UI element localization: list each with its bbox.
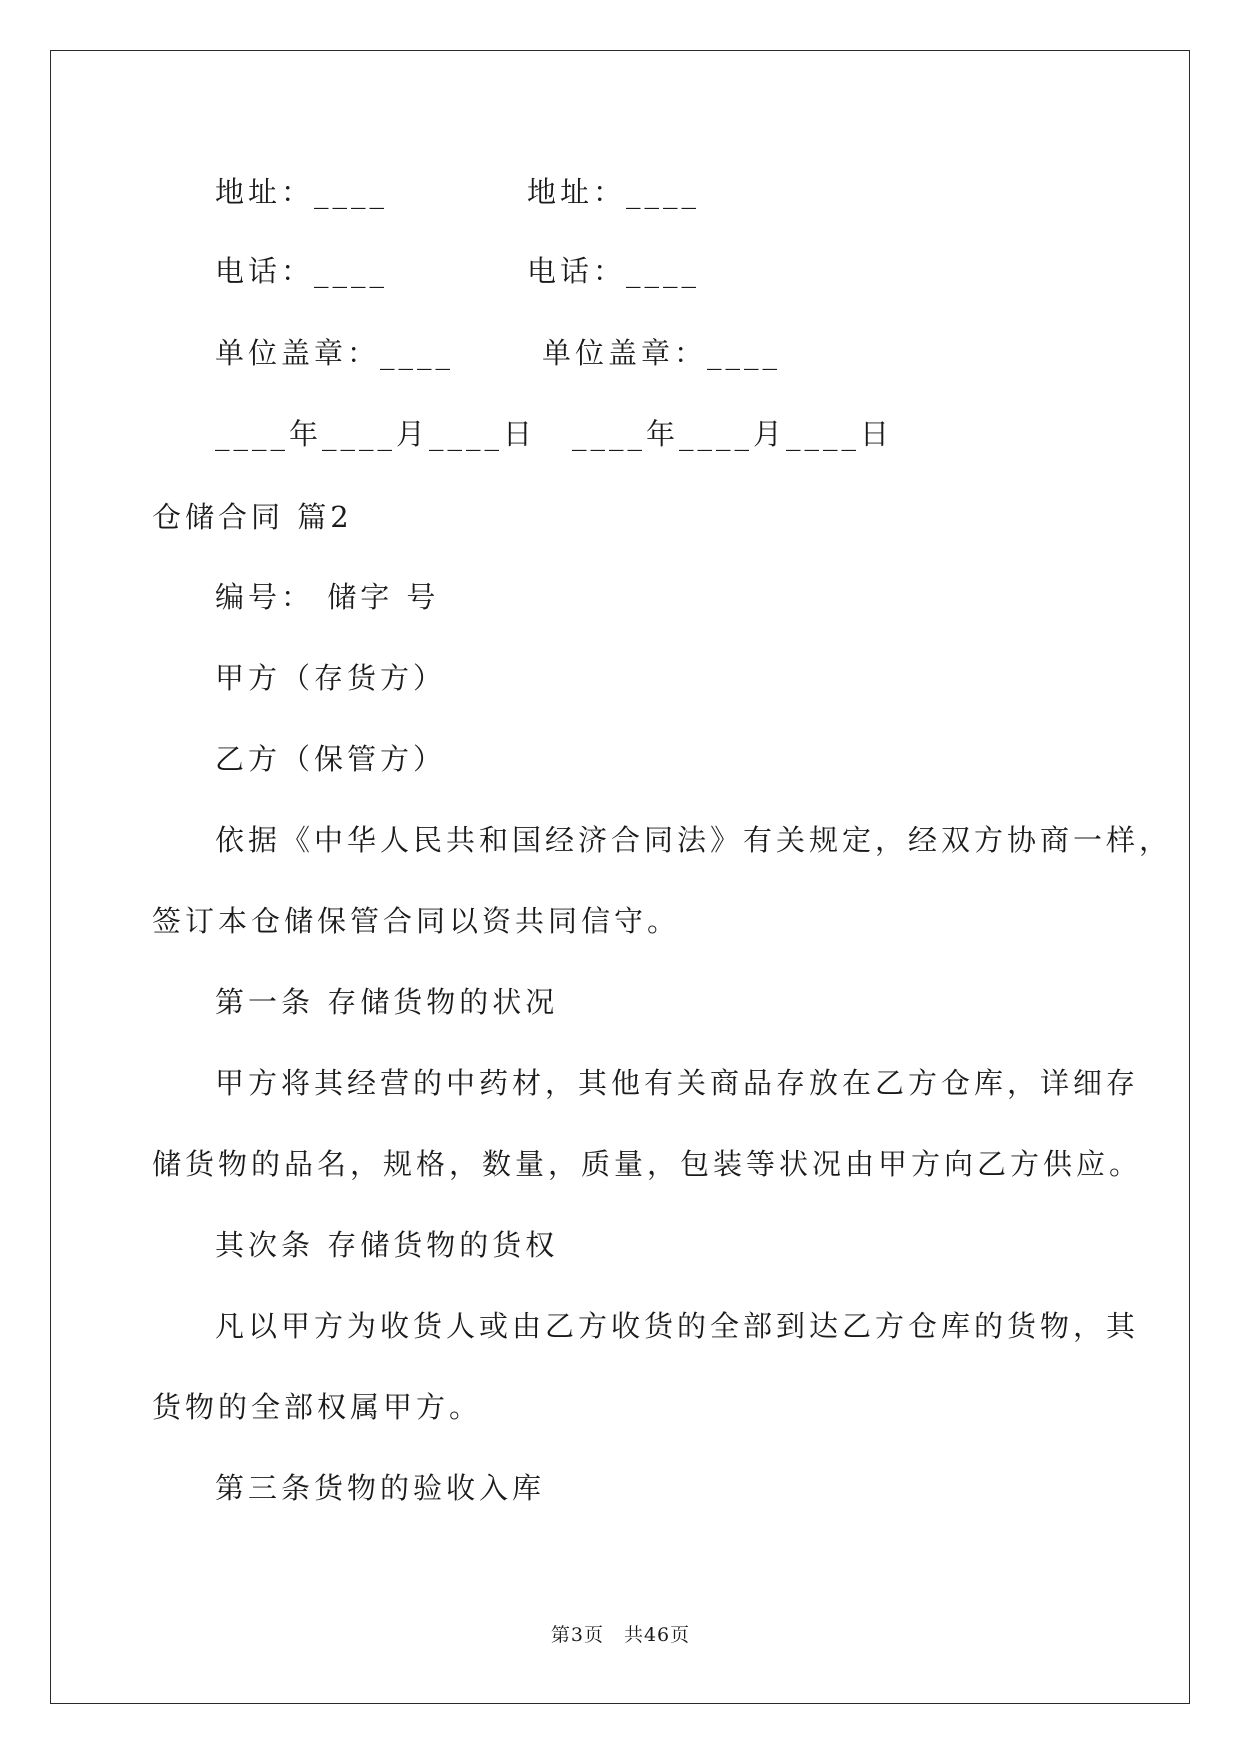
date-field-party-a: ____年____月____日 [215, 417, 537, 451]
section-title: 仓储合同 篇2 [152, 500, 353, 534]
party-b-label: 乙方（保管方） [215, 742, 447, 776]
article2-title: 其次条 存储货物的货权 [215, 1228, 559, 1262]
article2-body-line-2: 货物的全部权属甲方。 [152, 1390, 483, 1424]
date-row [215, 417, 894, 451]
address-field-party-b: 地址：____ [527, 175, 701, 209]
contract-number: 编号： 储字 号 [215, 580, 440, 614]
seal-field-party-a: 单位盖章：____ [215, 336, 455, 370]
page-border [50, 50, 1190, 1704]
article2-body-line-1: 凡以甲方为收货人或由乙方收货的全部到达乙方仓库的货物，其 [215, 1309, 1140, 1343]
phone-field-party-b: 电话：____ [527, 254, 701, 288]
article1-body-line-2: 储货物的品名，规格，数量，质量，包装等状况由甲方向乙方供应。 [152, 1147, 1143, 1181]
article1-body-line-1: 甲方将其经营的中药材，其他有关商品存放在乙方仓库，详细存 [215, 1066, 1140, 1100]
article1-title: 第一条 存储货物的状况 [215, 985, 559, 1019]
address-field-party-a: 地址：____ [215, 175, 389, 209]
address-row [215, 175, 701, 209]
article3-title: 第三条货物的验收入库 [215, 1471, 546, 1505]
phone-field-party-a: 电话：____ [215, 254, 389, 288]
date-field-party-b: ____年____月____日 [572, 417, 894, 451]
preamble-line-2: 签订本仓储保管合同以资共同信守。 [152, 904, 681, 938]
seal-row [215, 336, 782, 370]
page-footer: 第3页 共46页 [550, 1624, 691, 1646]
party-a-label: 甲方（存货方） [215, 661, 447, 695]
phone-row [215, 254, 701, 288]
preamble-line-1: 依据《中华人民共和国经济合同法》有关规定，经双方协商一样， [215, 823, 1173, 857]
seal-field-party-b: 单位盖章：____ [542, 336, 782, 370]
